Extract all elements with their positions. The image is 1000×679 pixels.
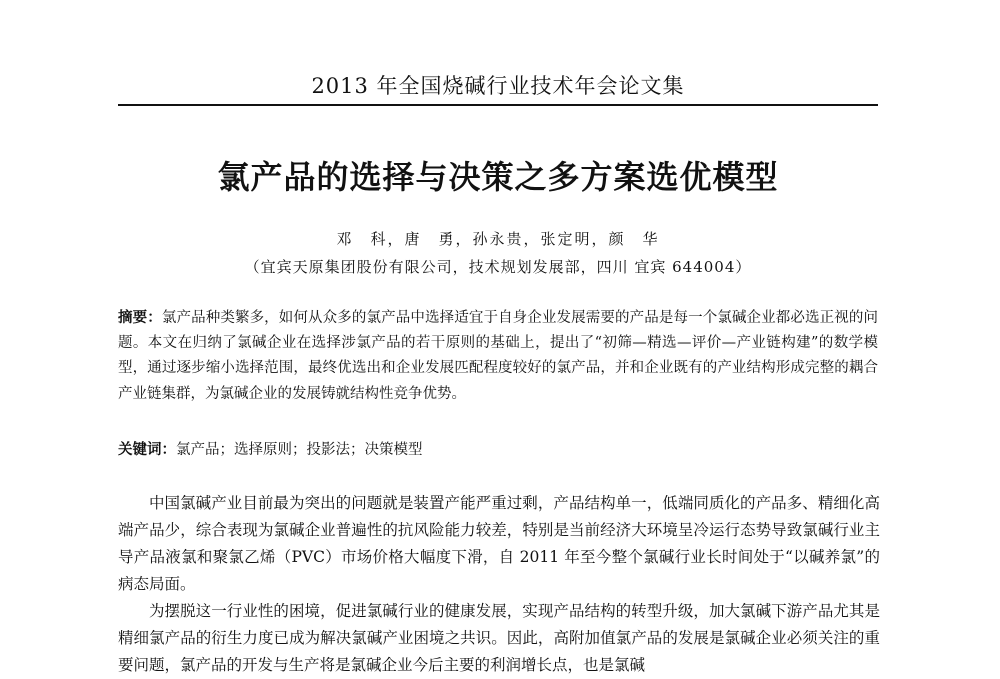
running-header: 2013 年全国烧碱行业技术年会论文集 [311, 74, 685, 98]
author-list: 邓 科，唐 勇，孙永贵，张定明，颜 华 [336, 230, 660, 248]
abstract [118, 306, 878, 407]
paper-title: 氯产品的选择与决策之多方案选优模型 [217, 158, 779, 196]
keywords [118, 438, 878, 462]
body-text [118, 490, 880, 679]
keywords-label: 关键词： [118, 442, 176, 458]
header-rule [118, 104, 878, 106]
abstract-label: 摘要： [118, 310, 162, 326]
keywords-text: 氯产品；选择原则；投影法；决策模型 [176, 442, 423, 458]
body-paragraph-1: 中国氯碱产业目前最为突出的问题就是装置产能严重过剩，产品结构单一，低端同质化的产品多、精细化高端产品少，综合表现为氯碱企业普遍性的抗风险能力较差，特别是当前经济大环境呈冷运行态势导致氯碱行业主导产品液氯和聚氯乙烯（PVC）市场价格大幅度下滑，自 2011 年至今整个氯碱行业长时间处于“以碱养氯”的病态局面。 [118, 494, 880, 593]
affiliation: （宜宾天原集团股份有限公司，技术规划发展部，四川 宜宾 644004） [244, 258, 752, 276]
abstract-text: 氯产品种类繁多，如何从众多的氯产品中选择适宜于自身企业发展需要的产品是每一个氯碱企业都必选正视的问题。本文在归纳了氯碱企业在选择涉氯产品的若干原则的基础上，提出了“初筛—精选—评价—产业链构建”的数学模型，通过逐步缩小选择范围，最终优选出和企业发展匹配程度较好的氯产品，并和企业既有的产业结构形成完整的耦合产业链集群，为氯碱企业的发展铸就结构性竞争优势。 [118, 310, 879, 402]
body-paragraph-2: 为摆脱这一行业性的困境，促进氯碱行业的健康发展，实现产品结构的转型升级，加大氯碱下游产品尤其是精细氯产品的衍生力度已成为解决氯碱产业困境之共识。因此，高附加值氯产品的发展是氯碱企业必须关注的重要问题，氯产品的开发与生产将是氯碱企业今后主要的利润增长点，也是氯碱 [118, 602, 880, 674]
